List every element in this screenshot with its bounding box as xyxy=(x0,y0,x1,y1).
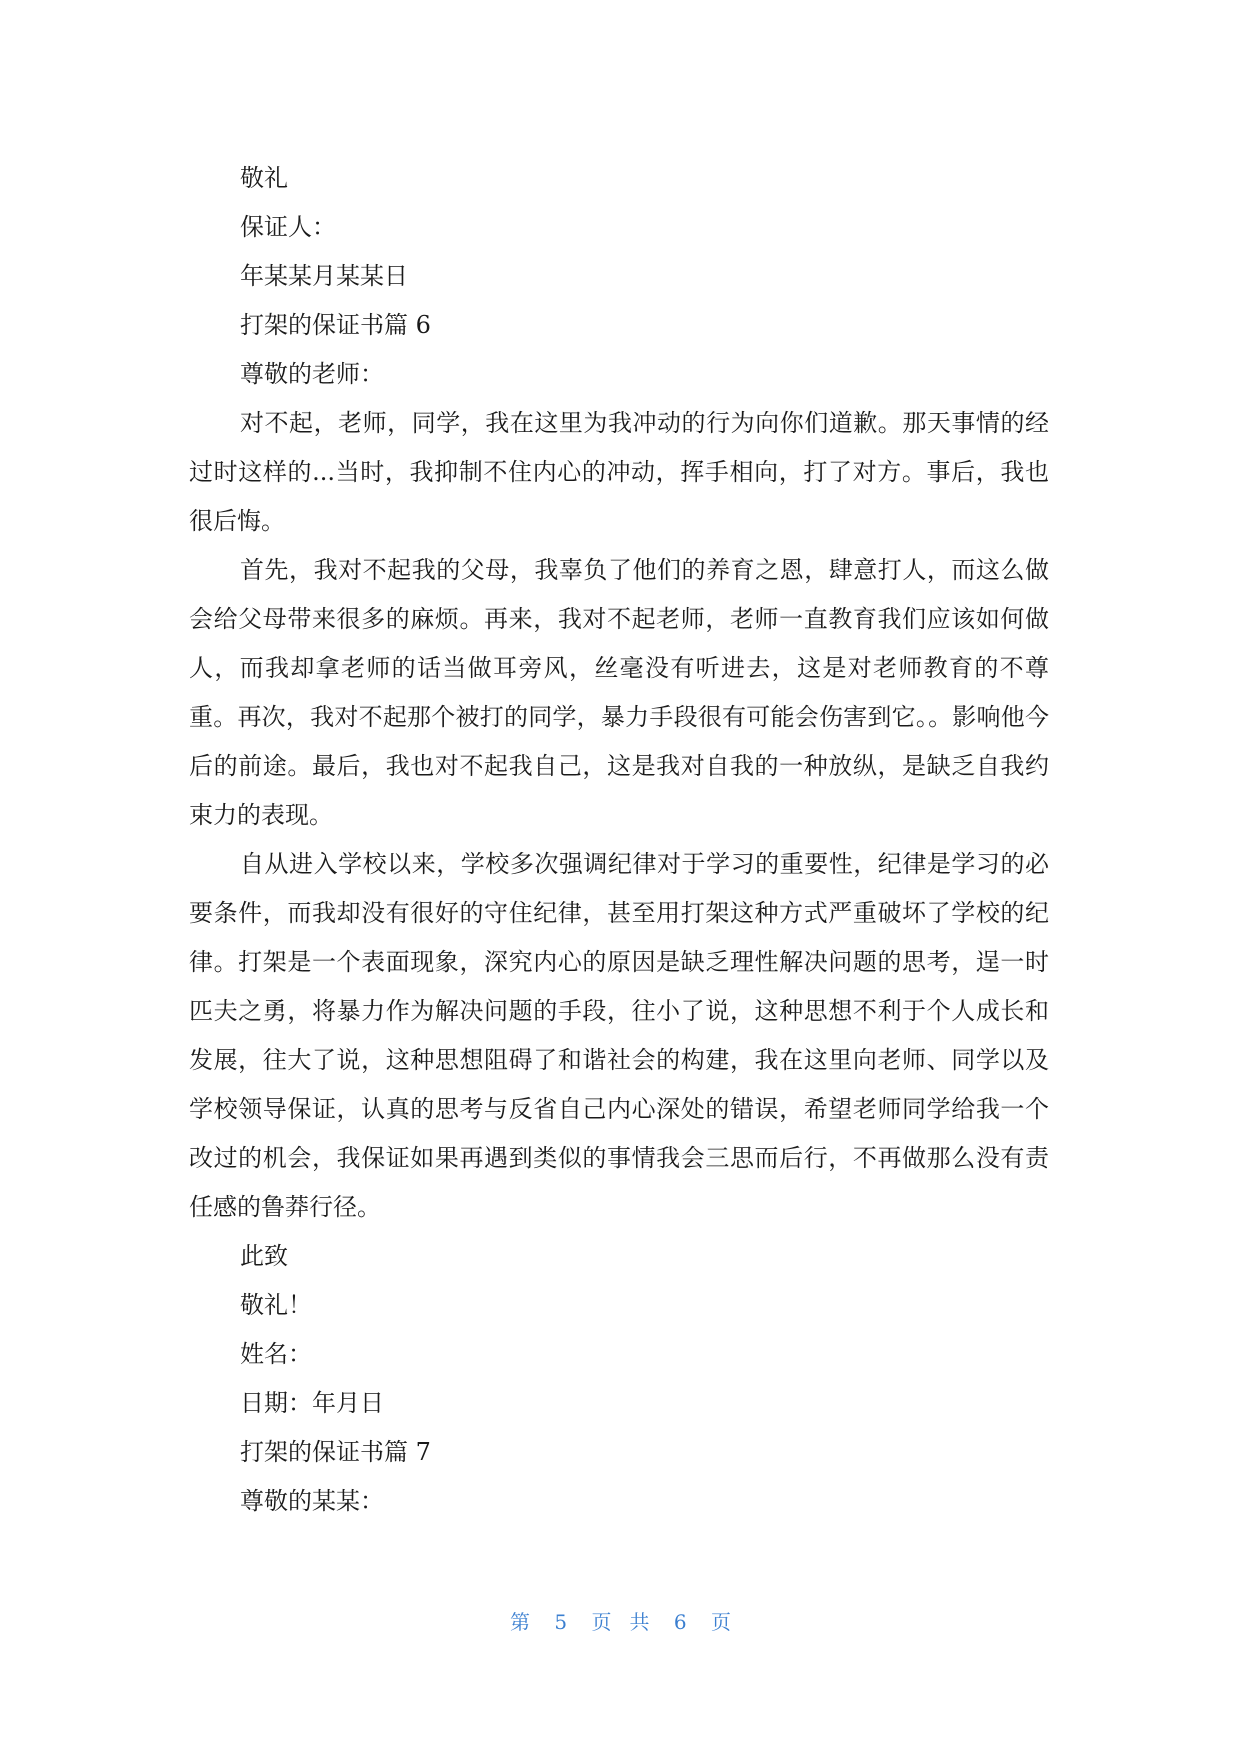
section-heading-6: 打架的保证书篇 6 xyxy=(240,311,431,339)
date-label: 日期：年月日 xyxy=(240,1389,384,1417)
footer-gong: 共 xyxy=(629,1610,650,1634)
document-body xyxy=(189,154,1049,1526)
name-label: 姓名： xyxy=(240,1340,312,1368)
paragraph-discipline: 自从进入学校以来，学校多次强调纪律对于学习的重要性，纪律是学习的必要条件，而我却没有很好的守住纪律，甚至用打架这种方式严重破坏了学校的纪律。打架是一个表面现象，深究内心的原因是缺乏理性解决问题的思考，逞一时匹夫之勇，将暴力作为解决问题的手段，往小了说，这种思想不利于个人成长和发展，往大了说，这种思想阻碍了和谐社会的构建，我在这里向老师、同学以及学校领导保证，认真的思考与反省自己内心深处的错误，希望老师同学给我一个改过的机会，我保证如果再遇到类似的事情我会三思而后行，不再做那么没有责任感的鲁莽行径。 xyxy=(189,850,1049,1221)
page-footer xyxy=(0,1606,1241,1635)
guarantor-label: 保证人： xyxy=(240,213,336,241)
section-heading-7: 打架的保证书篇 7 xyxy=(240,1438,431,1466)
footer-ye-2: 页 xyxy=(710,1610,731,1634)
footer-di: 第 xyxy=(510,1610,531,1634)
date-line: 年某某月某某日 xyxy=(240,262,408,290)
greeting-someone: 尊敬的某某： xyxy=(240,1487,384,1515)
footer-page-number: 5 xyxy=(554,1610,568,1634)
paragraph-reasons: 首先，我对不起我的父母，我辜负了他们的养育之恩，肆意打人，而这么做会给父母带来很多的麻烦。再来，我对不起老师，老师一直教育我们应该如何做人，而我却拿老师的话当做耳旁风，丝毫没有听进去，这是对老师教育的不尊重。再次，我对不起那个被打的同学，暴力手段很有可能会伤害到它。。影响他今后的前途。最后，我也对不起我自己，这是我对自我的一种放纵，是缺乏自我约束力的表现。 xyxy=(189,556,1049,829)
closing-cizhi: 此致 xyxy=(240,1242,288,1270)
closing-salute: 敬礼 xyxy=(240,164,288,192)
paragraph-apology: 对不起，老师，同学，我在这里为我冲动的行为向你们道歉。那天事情的经过时这样的...当时，我抑制不住内心的冲动，挥手相向，打了对方。事后，我也很后悔。 xyxy=(189,409,1049,535)
closing-salute-2: 敬礼！ xyxy=(240,1291,312,1319)
footer-ye: 页 xyxy=(591,1610,612,1634)
footer-total-pages: 6 xyxy=(673,1610,687,1634)
greeting-teacher: 尊敬的老师： xyxy=(240,360,384,388)
